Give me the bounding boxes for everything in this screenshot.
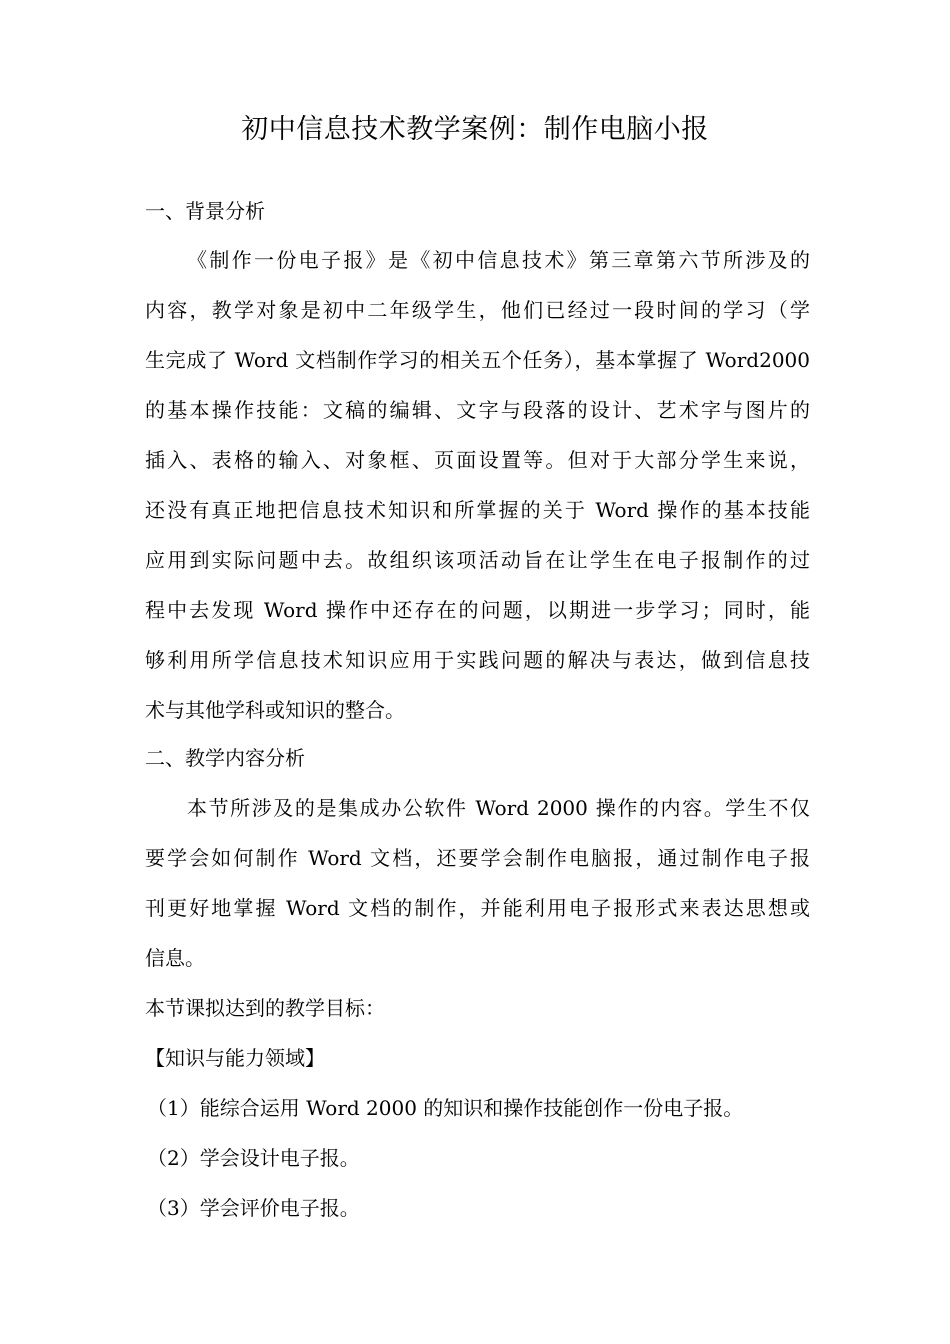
paragraph-line: 《制作一份电子报》是《初中信息技术》第三章第六节所涉及的 — [187, 248, 810, 272]
paragraph-line: 信息。 — [145, 946, 205, 970]
document-title: 初中信息技术教学案例：制作电脑小报 — [241, 114, 709, 145]
paragraph-line: 的基本操作技能：文稿的编辑、文字与段落的设计、艺术字与图片的 — [145, 398, 810, 422]
paragraph-line: 内容，教学对象是初中二年级学生，他们已经过一段时间的学习（学 — [145, 298, 810, 322]
paragraph-line: 刊更好地掌握 Word 文档的制作，并能利用电子报形式来表达思想或 — [145, 896, 810, 920]
paragraph-line: 插入、表格的输入、对象框、页面设置等。但对于大部分学生来说， — [145, 448, 810, 472]
goal-item: （1）能综合运用 Word 2000 的知识和操作技能创作一份电子报。 — [147, 1096, 744, 1120]
paragraph-line: 程中去发现 Word 操作中还存在的问题，以期进一步学习；同时，能 — [145, 598, 810, 622]
domain-heading: 【知识与能力领域】 — [145, 1046, 325, 1070]
paragraph-line: 生完成了 Word 文档制作学习的相关五个任务），基本掌握了 Word2000 — [145, 348, 810, 372]
section-heading-content-analysis: 二、教学内容分析 — [145, 746, 305, 770]
paragraph-line: 还没有真正地把信息技术知识和所掌握的关于 Word 操作的基本技能 — [145, 498, 810, 522]
goals-intro: 本节课拟达到的教学目标： — [145, 996, 385, 1020]
paragraph-line: 要学会如何制作 Word 文档，还要学会制作电脑报，通过制作电子报 — [145, 846, 810, 870]
section-heading-background: 一、背景分析 — [145, 199, 265, 223]
paragraph-line: 本节所涉及的是集成办公软件 Word 2000 操作的内容。学生不仅 — [187, 796, 810, 820]
goal-item: （2）学会设计电子报。 — [147, 1146, 360, 1170]
paragraph-line: 够利用所学信息技术知识应用于实践问题的解决与表达，做到信息技 — [145, 648, 810, 672]
goal-item: （3）学会评价电子报。 — [147, 1196, 360, 1220]
paragraph-line: 应用到实际问题中去。故组织该项活动旨在让学生在电子报制作的过 — [145, 548, 810, 572]
paragraph-line: 术与其他学科或知识的整合。 — [145, 698, 405, 722]
